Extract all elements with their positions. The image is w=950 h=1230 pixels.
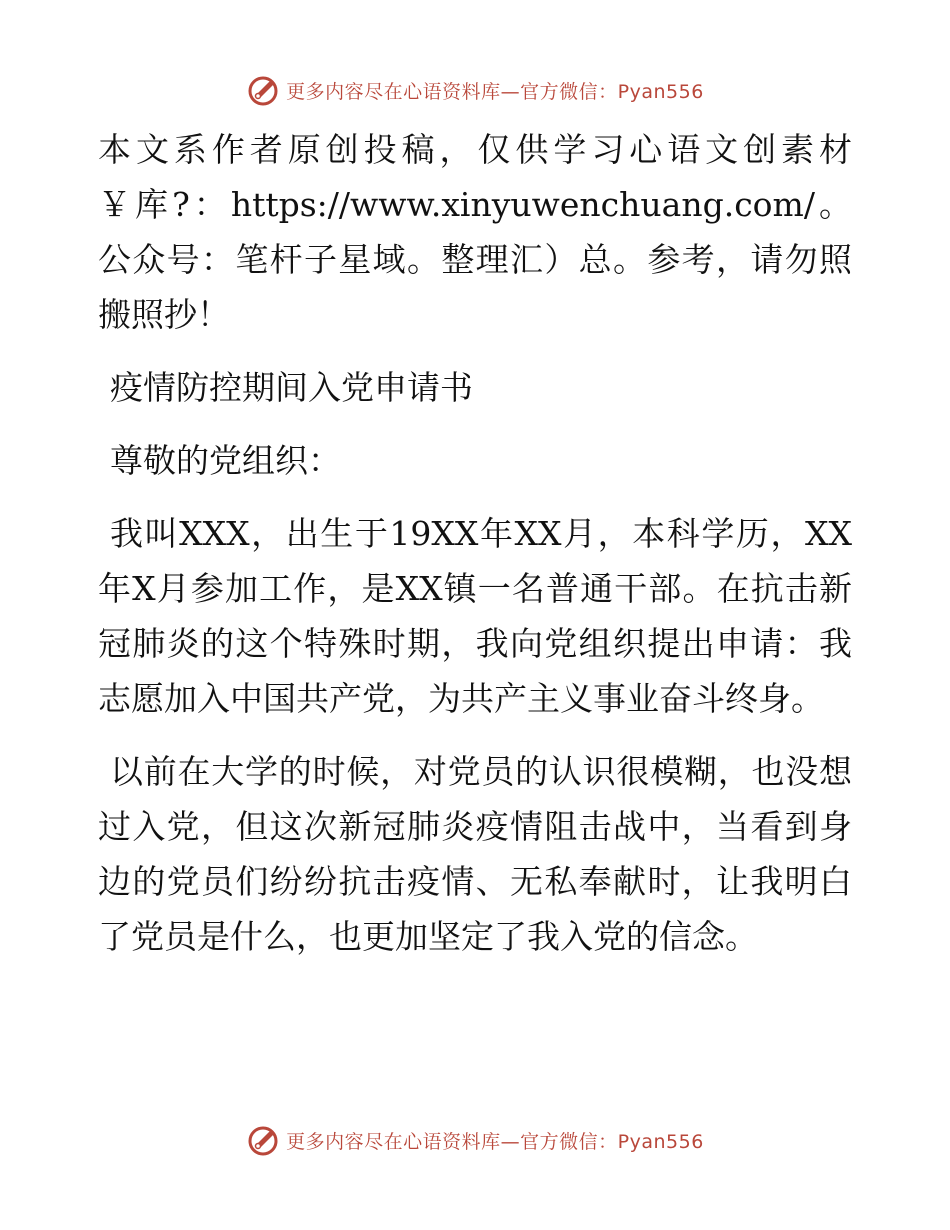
body-paragraph-1: 我叫XXX，出生于19XX年XX月，本科学历，XX年X月参加工作，是XX镇一名普通干部。在抗击新冠肺炎的这个特殊时期，我向党组织提出申请：我志愿加入中国共产党，为共产主义事业奋斗终身。 <box>98 514 852 718</box>
pen-circle-logo-icon <box>246 1123 280 1157</box>
header-banner <box>0 70 950 110</box>
salutation: 尊敬的党组织： <box>110 441 341 480</box>
copyright-notice: 本文系作者原创投稿，仅供学习心语文创素材￥库?：https://www.xinyuwenchuang.com/。公众号：笔杆子星域。整理汇）总。参考，请勿照搬照抄！ <box>98 130 852 334</box>
body-paragraph-2: 以前在大学的时候，对党员的认识很模糊，也没想过入党，但这次新冠肺炎疫情阻击战中，当看到身边的党员们纷纷抗击疫情、无私奉献时，让我明白了党员是什么，也更加坚定了我入党的信念。 <box>98 752 852 956</box>
document-body <box>98 122 852 982</box>
document-title: 疫情防控期间入党申请书 <box>110 368 473 407</box>
header-banner-text: 更多内容尽在心语资料库—官方微信：Pyan556 <box>286 80 704 103</box>
footer-banner <box>0 1120 950 1160</box>
footer-banner-text: 更多内容尽在心语资料库—官方微信：Pyan556 <box>286 1130 704 1153</box>
pen-circle-logo-icon <box>246 73 280 107</box>
